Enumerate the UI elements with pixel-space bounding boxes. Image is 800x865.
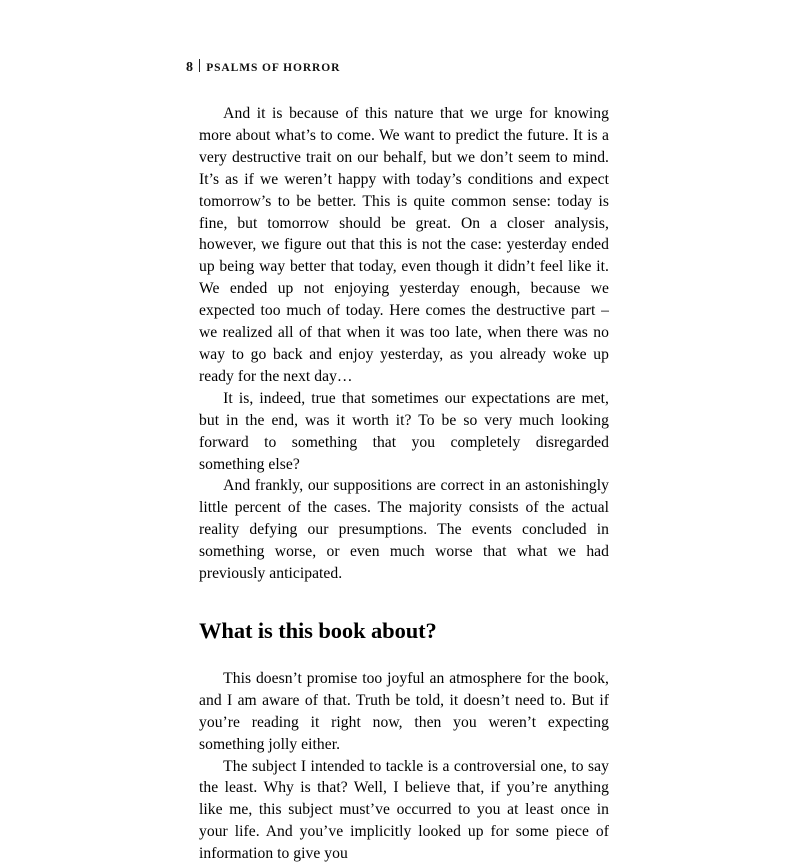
spacer <box>199 585 609 617</box>
page-number: 8 <box>186 60 194 75</box>
page-header <box>186 58 340 76</box>
paragraph: It is, indeed, true that sometimes our expectations are met, but in the end, was it worth it? To be so very much looking forward to something that you completely disregarded something else? <box>199 389 609 473</box>
paragraph: And it is because of this nature that we urge for knowing more about what’s to come. We want to predict the future. It is a very destructive trait on our behalf, but we don’t seem to mind. It’s as if we weren’t happy with today’s conditions and expect tomorrow’s to be better. This is quite common sense: today is fine, but tomorrow should be great. On a closer analysis, however, we figure out that this is not the case: yesterday ended up being way better that today, even though it didn’t feel like it. We ended up not enjoying yesterday enough, because we expected too much of today. Here comes the destructive part – we realized all of that when it was too late, when there was no way to go back and enjoy yesterday, as you already woke up ready for the next day… <box>199 105 609 385</box>
paragraph: And frankly, our suppositions are correct in an astonishingly little percent of the cases. The majority consists of the actual reality defying our presumptions. The events concluded in something worse, or even much worse that what we had previously anticipated. <box>199 477 609 583</box>
header-divider <box>199 59 200 72</box>
spacer <box>199 644 609 668</box>
paragraph: The subject I intended to tackle is a controversial one, to say the least. Why is that? Well, I believe that, if you’re anything like me, this subject must’ve occurred to you at least once in your life. And you’ve implicitly looked up for some piece of information to give you <box>199 757 609 863</box>
section-heading: What is this book about? <box>199 617 437 643</box>
page-body <box>199 103 609 865</box>
running-head: PSALMS OF HORROR <box>206 62 341 74</box>
paragraph: This doesn’t promise too joyful an atmosphere for the book, and I am aware of that. Truth be told, it doesn’t need to. But if you’re reading it right now, then you weren’t expecting something jolly either. <box>199 669 609 753</box>
